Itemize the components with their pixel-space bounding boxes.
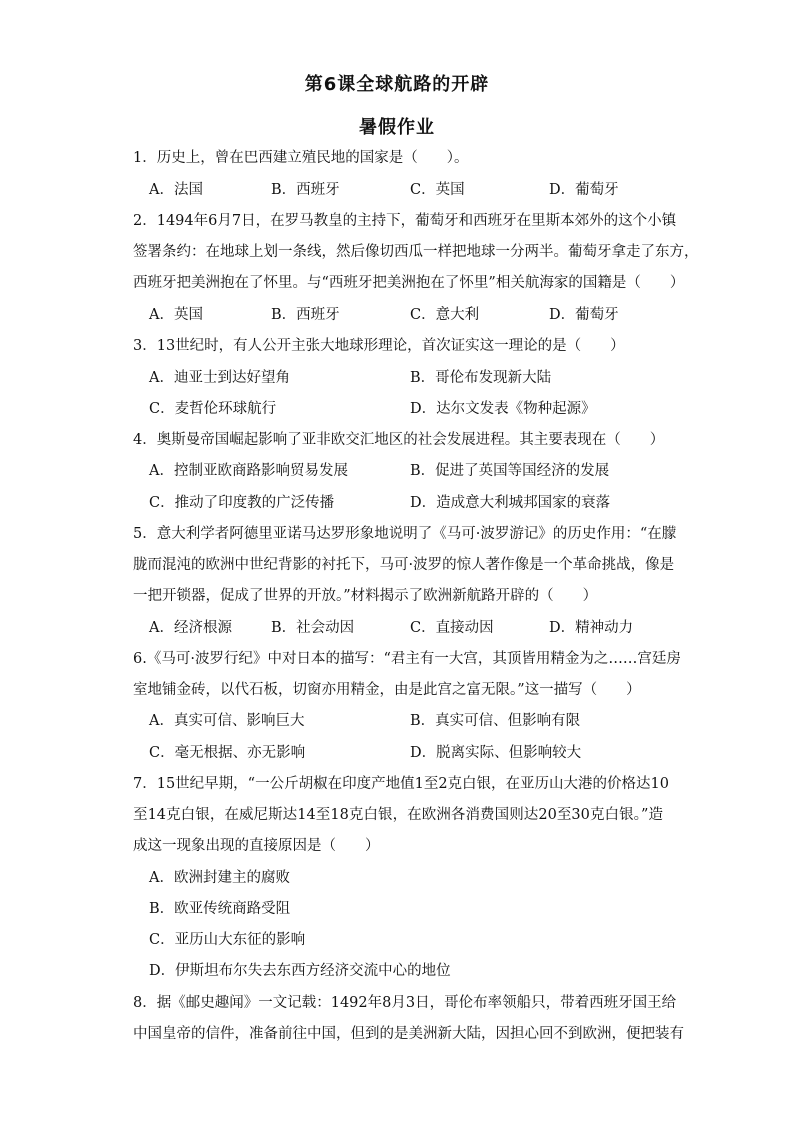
question-8-line-2: 中国皇帝的信件，准备前往中国，但到的是美洲新大陆，因担心回不到欧洲，便把装有 bbox=[133, 1026, 684, 1042]
question-5-option-b: B．社会动因 bbox=[271, 620, 355, 636]
question-2-option-a: A．英国 bbox=[149, 307, 203, 323]
question-6-line-2: 室地铺金砖，以代石板，切窗亦用精金，由是此宫之富无限。”这一描写（ ） bbox=[133, 682, 641, 698]
document-title: 第6课全球航路的开辟 bbox=[304, 74, 490, 95]
question-2-line-3: 西班牙把美洲抱在了怀里。与“西班牙把美洲抱在了怀里”相关航海家的国籍是（ ） bbox=[133, 275, 685, 291]
question-4-option-c: C．推动了印度教的广泛传播 bbox=[149, 495, 335, 511]
question-8-line-1: 8．据《邮史趣闻》一文记载：1492年8月3日，哥伦布率领船只，带着西班牙国王给 bbox=[133, 995, 677, 1011]
question-7-option-d: D．伊斯坦布尔失去东西方经济交流中心的地位 bbox=[149, 963, 451, 979]
question-3-option-c: C．麦哲伦环球航行 bbox=[149, 401, 277, 417]
question-6-option-c: C．毫无根据、亦无影响 bbox=[149, 745, 306, 761]
question-1-option-c: C．英国 bbox=[410, 182, 465, 198]
question-3-option-a: A．迪亚士到达好望角 bbox=[149, 370, 290, 386]
question-7-line-2: 至14克白银，在威尼斯达14至18克白银，在欧洲各消费国则达20至30克白银。”造 bbox=[133, 807, 663, 823]
question-1-option-d: D．葡萄牙 bbox=[549, 182, 619, 198]
question-1-stem: 1．历史上，曾在巴西建立殖民地的国家是（ ）。 bbox=[133, 150, 469, 166]
question-3-option-b: B．哥伦布发现新大陆 bbox=[410, 370, 552, 386]
question-7-option-b: B．欧亚传统商路受阻 bbox=[149, 901, 291, 917]
question-1-option-b: B．西班牙 bbox=[271, 182, 340, 198]
question-4-option-d: D．造成意大利城邦国家的衰落 bbox=[410, 495, 611, 511]
question-5-option-d: D．精神动力 bbox=[549, 620, 634, 636]
question-3-option-d: D．达尔文发表《物种起源》 bbox=[410, 401, 596, 417]
question-1-option-a: A．法国 bbox=[149, 182, 203, 198]
question-2-line-1: 2．1494年6月7日，在罗马教皇的主持下，葡萄牙和西班牙在里斯本郊外的这个小镇 bbox=[133, 213, 677, 229]
question-7-line-3: 成这一现象出现的直接原因是（ ） bbox=[133, 838, 380, 854]
question-3-stem: 3．13世纪时，有人公开主张大地球形理论，首次证实这一理论的是（ ） bbox=[133, 338, 625, 354]
question-2-line-2: 签署条约：在地球上划一条线，然后像切西瓜一样把地球一分两半。葡萄牙拿走了东方， bbox=[133, 244, 699, 260]
question-6-option-b: B．真实可信、但影响有限 bbox=[410, 713, 581, 729]
question-4-option-a: A．控制亚欧商路影响贸易发展 bbox=[149, 463, 348, 479]
question-7-option-a: A．欧洲封建主的腐败 bbox=[149, 870, 290, 886]
question-5-option-a: A．经济根源 bbox=[149, 620, 232, 636]
question-5-option-c: C．直接动因 bbox=[410, 620, 494, 636]
question-5-line-1: 5．意大利学者阿德里亚诺马达罗形象地说明了《马可·波罗游记》的历史作用：“在朦 bbox=[133, 526, 677, 542]
question-6-line-1: 6.《马可·波罗行纪》中对日本的描写：“君主有一大宫，其顶皆用精金为之……宫廷房 bbox=[133, 651, 681, 667]
question-2-option-d: D．葡萄牙 bbox=[549, 307, 619, 323]
question-7-line-1: 7．15世纪早期，“一公斤胡椒在印度产地值1至2克白银，在亚历山大港的价格达10 bbox=[133, 776, 669, 792]
question-5-line-2: 胧而混沌的欧洲中世纪背影的衬托下，马可·波罗的惊人著作像是一个革命挑战，像是 bbox=[133, 557, 675, 573]
question-2-option-c: C．意大利 bbox=[410, 307, 480, 323]
question-7-option-c: C．亚历山大东征的影响 bbox=[149, 932, 306, 948]
question-4-stem: 4．奥斯曼帝国崛起影响了亚非欧交汇地区的社会发展进程。其主要表现在（ ） bbox=[133, 432, 665, 448]
document-subtitle: 暑假作业 bbox=[359, 117, 435, 138]
question-2-option-b: B．西班牙 bbox=[271, 307, 340, 323]
question-6-option-d: D．脱离实际、但影响较大 bbox=[410, 745, 582, 761]
question-6-option-a: A．真实可信、影响巨大 bbox=[149, 713, 305, 729]
question-4-option-b: B．促进了英国等国经济的发展 bbox=[410, 463, 610, 479]
question-5-line-3: 一把开锁器，促成了世界的开放。”材料揭示了欧洲新航路开辟的（ ） bbox=[133, 588, 598, 604]
